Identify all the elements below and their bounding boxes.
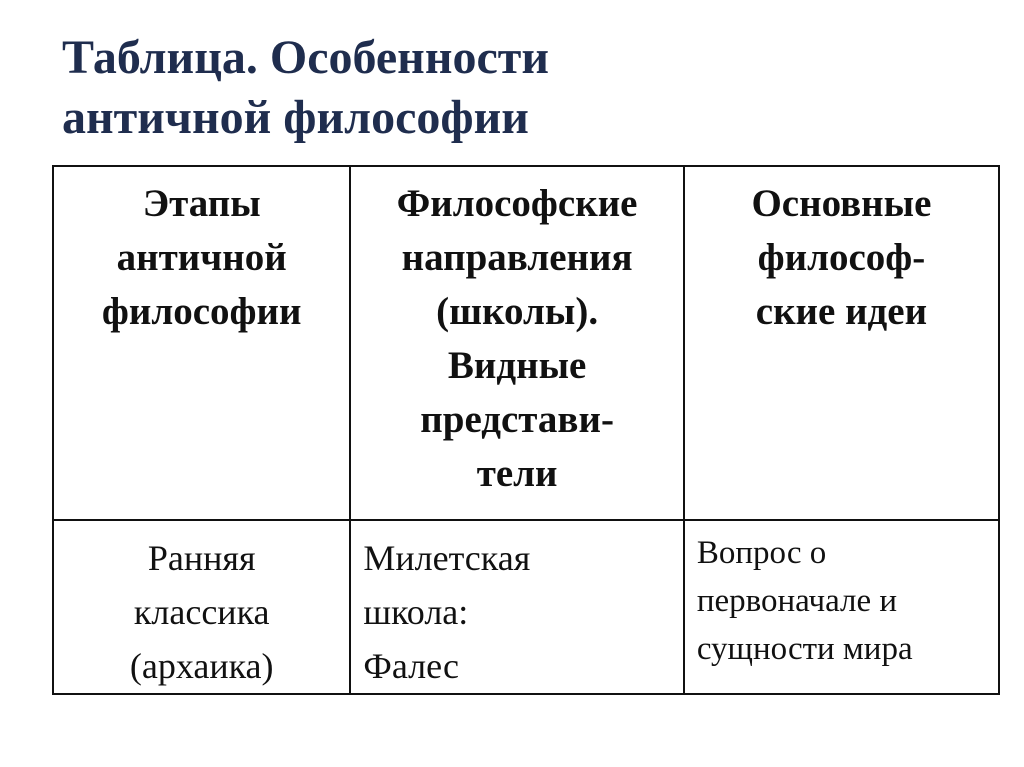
cell-text-line: Вопрос о — [696, 535, 827, 571]
header-schools — [350, 166, 683, 520]
cell-text-line: классика — [133, 592, 270, 632]
header-text-line: Видные — [447, 344, 587, 387]
cell-text-line: Ранняя — [147, 538, 256, 578]
header-text-line: Философские — [396, 182, 638, 225]
title-line-1: Таблица. Особенности — [62, 31, 550, 84]
header-ideas — [684, 166, 999, 520]
header-text-line: Основные — [751, 182, 932, 225]
cell-text-line: (архаика) — [129, 646, 274, 686]
cell-text-line: школа: — [363, 592, 469, 632]
header-text-line: ские идеи — [755, 290, 928, 333]
table-row — [53, 520, 999, 694]
header-stages — [53, 166, 350, 520]
cell-text-line: сущности мира — [696, 631, 913, 667]
philosophy-features-table — [52, 165, 1000, 695]
header-text-line: античной — [116, 236, 287, 279]
header-text-line: представи- — [420, 398, 614, 441]
header-text-line: направления — [401, 236, 633, 279]
cell-text-line: первоначале и — [696, 583, 898, 619]
table-header-row — [53, 166, 999, 520]
cell-school — [350, 520, 683, 694]
header-text-line: (школы). — [436, 290, 599, 333]
header-text-line: Этапы — [142, 182, 261, 225]
cell-text-line: Милетская — [363, 538, 531, 578]
title-line-2: античной философии — [62, 91, 529, 144]
cell-idea — [684, 520, 999, 694]
page-title — [62, 28, 549, 148]
cell-stage — [53, 520, 350, 694]
header-text-line: тели — [476, 452, 558, 495]
cell-text-line: Фалес — [363, 646, 459, 686]
header-text-line: философии — [101, 290, 302, 333]
header-text-line: философ- — [757, 236, 926, 279]
